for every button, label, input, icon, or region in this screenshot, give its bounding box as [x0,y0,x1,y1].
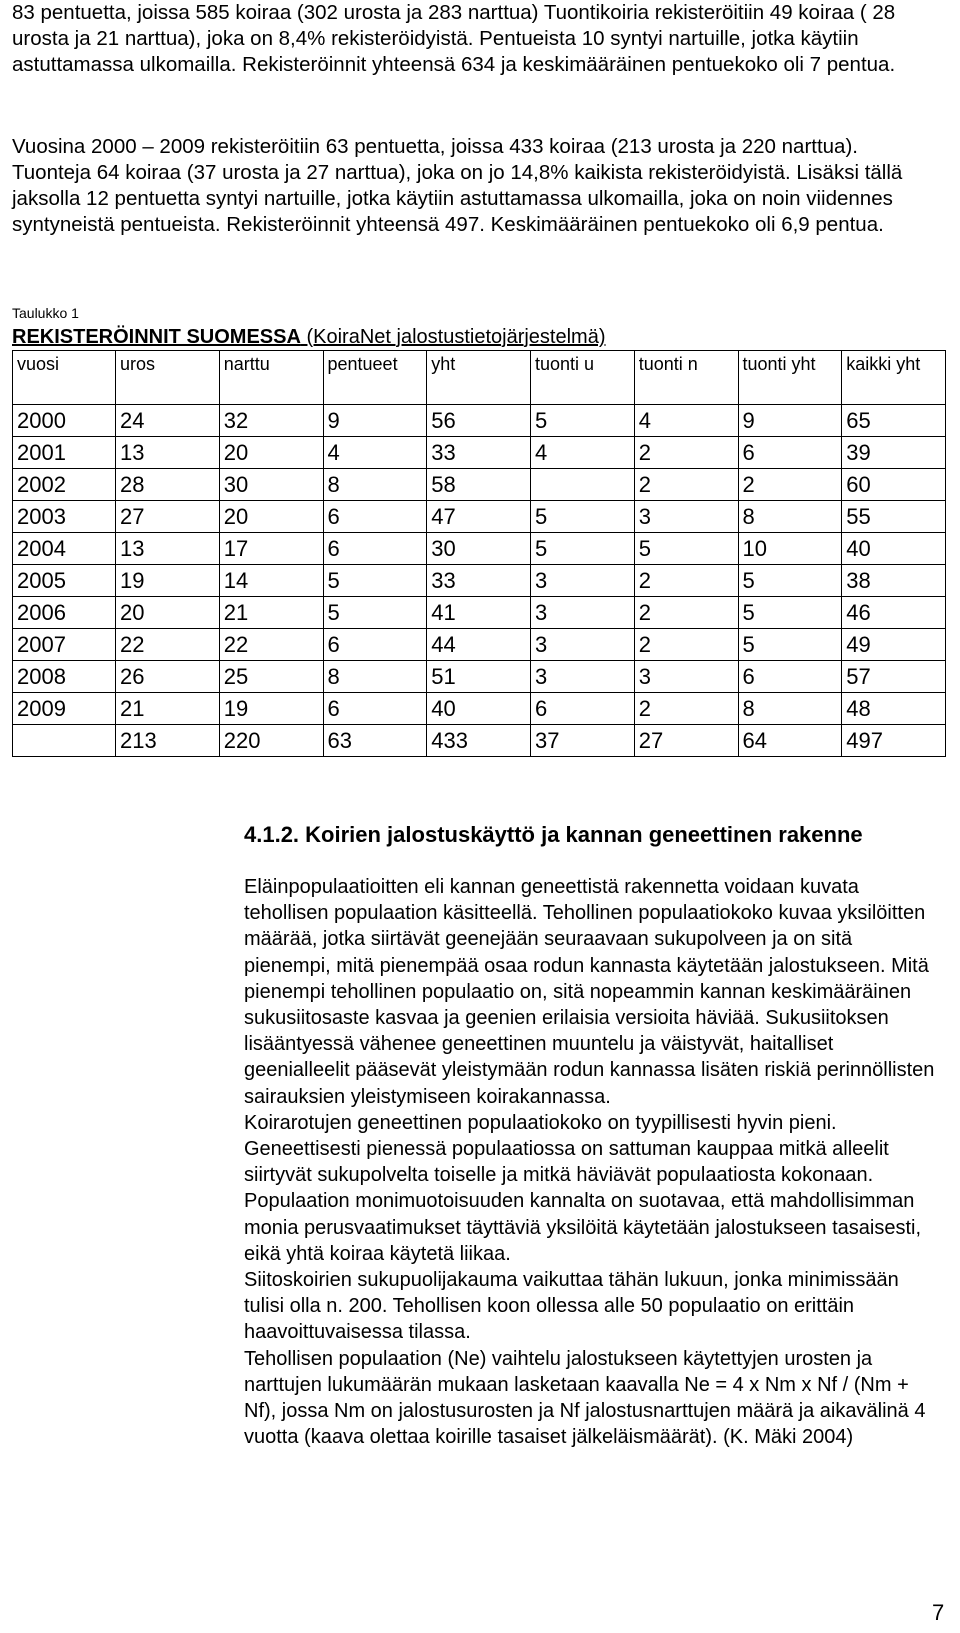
registrations-table [12,350,946,757]
table-cell: 5 [738,629,842,661]
table-cell: 22 [116,629,220,661]
table-cell: 3 [531,597,635,629]
table-cell: 2 [634,597,738,629]
table-cell: 20 [116,597,220,629]
table-cell: 40 [427,693,531,725]
intro-paragraph-2: Vuosina 2000 – 2009 rekisteröitiin 63 pentuetta, joissa 433 koiraa (213 urosta ja 220 narttua). Tuonteja 64 koiraa (37 urosta ja 27 narttua), joka on jo 14,8% kaikista rekisteröidyistä. Lisäksi tällä jaksolla 12 pentuetta syntyi nartuille, jotka käytiin astuttamassa ulkomailla, joka on noin viidennes syntyneistä pentueista. Rekisteröinnit yhteensä 497. Keskimääräinen pentuekoko oli 6,9 pentua. [12,135,903,236]
table-cell: 213 [116,725,220,757]
table-cell: 27 [116,501,220,533]
table-cell: 4 [634,405,738,437]
table-cell: 56 [427,405,531,437]
table-cell: 58 [427,469,531,501]
table-cell: 48 [842,693,946,725]
table-row [13,501,946,533]
table-cell: 5 [531,405,635,437]
table-row [13,565,946,597]
table-cell: 13 [116,437,220,469]
table-cell: 2000 [13,405,116,437]
section-paragraph: Eläinpopulaatioitten eli kannan geneettistä rakennetta voidaan kuvata tehollisen populaation käsitteellä. Tehollinen populaatiokoko kuvaa yksilöitten määrää, jotka siirtävät geenejään seuraavaan sukupolveen ja on sitä pienempi, mitä pienempää osaa rodun kannasta käytetään jalostukseen. Mitä pienempi tehollinen populaatio on, sitä nopeammin kannan keskimääräinen sukusiitosaste kasvaa ja geenien erilaisia versioita häviää. Sukusiitoksen lisääntyessä vähenee geneettinen muuntelu ja väistyvät, haitalliset geenialleelit pääsevät yleistymään rodun kannassa lisäten riskiä perinnöllisten sairauksien yleistymiseen koirakannassa. [244,876,935,1108]
table-cell [531,469,635,501]
table-cell: 10 [738,533,842,565]
table-cell: 65 [842,405,946,437]
table-row [13,597,946,629]
table-cell: 21 [219,597,323,629]
table-cell: 30 [219,469,323,501]
table-cell: 6 [323,693,427,725]
table-cell: 6 [323,533,427,565]
section-body [244,874,944,1450]
table-cell: 22 [219,629,323,661]
table-cell: 14 [219,565,323,597]
page-number: 7 [932,1600,945,1625]
table-cell: 2007 [13,629,116,661]
table-cell: 433 [427,725,531,757]
table-cell: 2001 [13,437,116,469]
section-heading: 4.1.2. Koirien jalostuskäyttö ja kannan geneettinen rakenne [244,822,863,847]
table-cell: 25 [219,661,323,693]
table-cell: 47 [427,501,531,533]
table-cell: 4 [531,437,635,469]
table-cell: 13 [116,533,220,565]
table-cell: 39 [842,437,946,469]
table-cell: 5 [323,565,427,597]
table-row [13,405,946,437]
table-row [13,437,946,469]
table-header-cell: uros [116,351,220,405]
table-cell: 24 [116,405,220,437]
table-cell: 9 [738,405,842,437]
table-cell: 19 [219,693,323,725]
table-cell: 20 [219,501,323,533]
table-cell: 33 [427,565,531,597]
table-cell: 41 [427,597,531,629]
table-row [13,725,946,757]
table-header-cell: kaikki yht [842,351,946,405]
table-cell: 5 [738,565,842,597]
table-cell: 5 [738,597,842,629]
table-cell: 26 [116,661,220,693]
table-header-cell: tuonti u [531,351,635,405]
table-header-cell: yht [427,351,531,405]
table-cell: 21 [116,693,220,725]
table-cell: 55 [842,501,946,533]
table-cell: 2008 [13,661,116,693]
table-cell: 20 [219,437,323,469]
table-cell: 6 [738,661,842,693]
section-paragraph: Koirarotujen geneettinen populaatiokoko on tyypillisesti hyvin pieni. Geneettisesti pienessä populaatiossa on sattuman kauppaa mitkä alleelit siirtyvät sukupolvelta toiselle ja mitkä häviävät populaatiosta kokonaan. Populaation monimuotoisuuden kannalta on suotavaa, että mahdollisimman monia perusvaatimukset täyttäviä yksilöitä käytetään jalostukseen tasaisesti, eikä yhtä koiraa käytetä liikaa. [244,1111,922,1265]
table-header-row [13,351,946,405]
table-row [13,469,946,501]
table-title-source: (KoiraNet jalostustietojärjestelmä) [300,326,606,348]
table-cell: 44 [427,629,531,661]
table-cell: 2003 [13,501,116,533]
table-cell: 51 [427,661,531,693]
intro-paragraph-1: 83 pentuetta, joissa 585 koiraa (302 urosta ja 283 narttua) Tuontikoiria rekisteröitiin 49 koiraa ( 28 urosta ja 21 narttua), joka on 8,4% rekisteröidyistä. Pentueista 10 syntyi nartuille, jotka käytiin astuttamassa ulkomailla. Rekisteröinnit yhteensä 634 ja keskimääräinen pentuekoko oli 7 pentua. [12,1,896,76]
table-cell: 28 [116,469,220,501]
table-cell: 37 [531,725,635,757]
table-cell: 8 [323,469,427,501]
table-cell: 3 [531,565,635,597]
table-cell: 8 [323,661,427,693]
table-cell: 2002 [13,469,116,501]
table-cell: 63 [323,725,427,757]
table-cell: 60 [842,469,946,501]
table-cell: 19 [116,565,220,597]
table-header-cell: narttu [219,351,323,405]
table-cell: 38 [842,565,946,597]
table-cell: 2 [634,437,738,469]
table-cell: 3 [531,661,635,693]
table-row [13,629,946,661]
table-cell: 8 [738,693,842,725]
table-cell: 33 [427,437,531,469]
table-cell: 6 [531,693,635,725]
table-cell: 5 [634,533,738,565]
table-cell: 2 [634,565,738,597]
table-cell: 27 [634,725,738,757]
table-cell: 2 [634,629,738,661]
table-cell: 5 [323,597,427,629]
table-title-bold: REKISTERÖINNIT SUOMESSA [12,326,301,348]
section-paragraph: Tehollisen populaation (Ne) vaihtelu jalostukseen käytettyjen urosten ja narttujen lukumäärän mukaan lasketaan kaavalla Ne = 4 x Nm x Nf / (Nm + Nf), jossa Nm on jalostusurosten ja Nf jalostusnarttujen määrä ja aikavälinä 4 vuotta (kaava olettaa koirille tasaiset jälkeläismäärät). (K. Mäki 2004) [244,1347,926,1449]
table-cell: 3 [634,501,738,533]
table-cell: 2004 [13,533,116,565]
table-cell: 6 [323,629,427,661]
table-row [13,533,946,565]
table-row [13,661,946,693]
table-cell [13,725,116,757]
table-cell: 8 [738,501,842,533]
table-cell: 497 [842,725,946,757]
table-cell: 32 [219,405,323,437]
table-cell: 6 [323,501,427,533]
table-cell: 4 [323,437,427,469]
table-cell: 57 [842,661,946,693]
table-header-cell: pentueet [323,351,427,405]
table-cell: 2005 [13,565,116,597]
table-header-cell: tuonti n [634,351,738,405]
table-cell: 2 [738,469,842,501]
table-cell: 3 [634,661,738,693]
table-cell: 5 [531,533,635,565]
table-cell: 49 [842,629,946,661]
table-header-cell: vuosi [13,351,116,405]
table-cell: 6 [738,437,842,469]
table-cell: 3 [531,629,635,661]
table-row [13,693,946,725]
table-cell: 2 [634,693,738,725]
table-cell: 2006 [13,597,116,629]
table-cell: 5 [531,501,635,533]
table-cell: 2009 [13,693,116,725]
table-cell: 46 [842,597,946,629]
table-header-cell: tuonti yht [738,351,842,405]
table-cell: 9 [323,405,427,437]
section-paragraph: Siitoskoirien sukupuolijakauma vaikuttaa tähän lukuun, jonka minimissään tulisi olla n. 200. Tehollisen koon ollessa alle 50 populaatio on erittäin haavoittuvaisessa tilassa. [244,1269,899,1344]
table-caption: Taulukko 1 [12,305,79,321]
table-cell: 40 [842,533,946,565]
table-cell: 17 [219,533,323,565]
table-cell: 30 [427,533,531,565]
table-cell: 64 [738,725,842,757]
table-cell: 220 [219,725,323,757]
table-cell: 2 [634,469,738,501]
table-title [12,326,605,349]
